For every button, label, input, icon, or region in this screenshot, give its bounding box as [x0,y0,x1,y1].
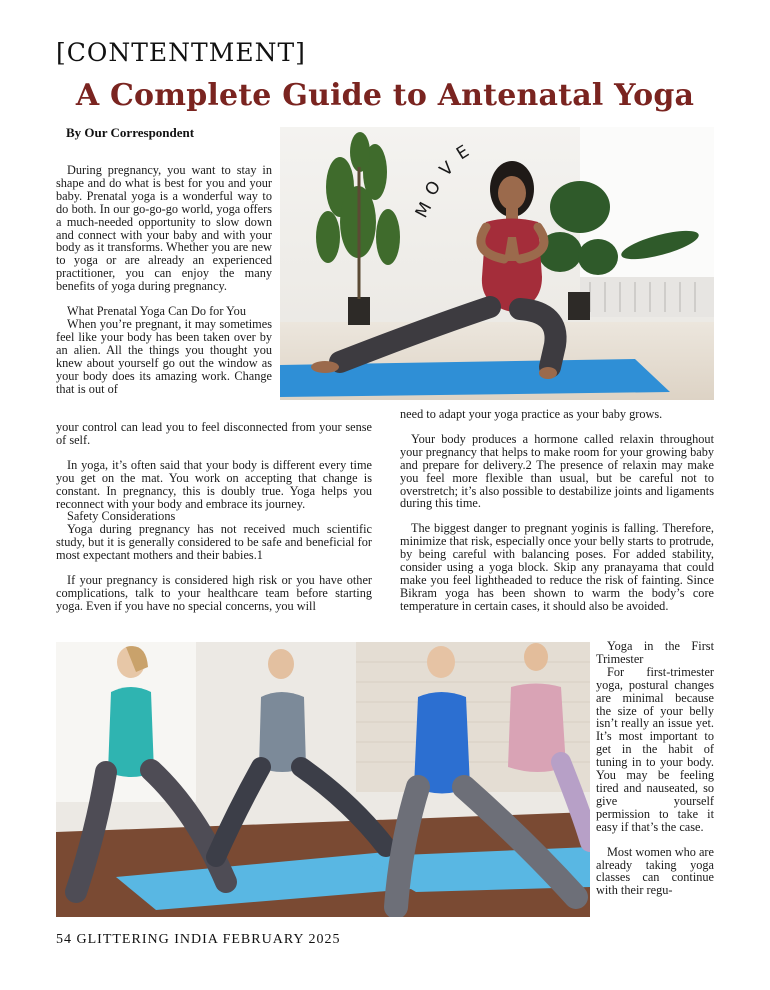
page-footer: 54 GLITTERING INDIA FEBRUARY 2025 [56,932,341,947]
paragraph: The biggest danger to pregnant yoginis is falling. Therefore, minimize that risk, especially once your belly starts to protrude, by being careful with balancing poses. For added stability, consider using a yoga block. Skip any pranayama that could make you feel lightheaded to reduce the risk of fainting. Since Bikram yoga has been shown to warm the body’s core temperature in certain cases, it should also be avoided. [400,521,714,613]
paragraph: Your body produces a hormone called relaxin throughout your pregnancy that helps to make room for your growing baby and prepare for delivery.2 The presence of relaxin may make you feel more flexible than usual, but be careful not to overstretch; it’s also possible to destabilize joints and ligaments during this time. [400,431,714,511]
overlay-letter-o: O [421,177,446,201]
paragraph: During pregnancy, you want to stay in shape and do what is best for you and your baby. Prenatal yoga is a wonderful way to do both. In our go-go-go world, yoga offers a much-needed opportunity to slow down and connect with your baby and with your body as it transforms. Whether you are new to yoga or are already an experienced practitioner, you can enjoy the many benefits of yoga during pregnancy. [56,163,272,294]
column-left-narrow [56,164,272,395]
photo-pregnant-woman-yoga [280,127,714,400]
byline: By Our Correspondent [66,125,195,140]
paragraph: For first-trimester yoga, postural changes are minimal because the size of your belly isn’t really an issue yet. It’s most important to get in the habit of tuning in to your body. You may be feeling tired and nauseated, so give yourself permission to take it easy if that’s the case. [596,664,714,834]
overlay-letter-v: V [435,158,458,181]
paragraph: Yoga during pregnancy has not received much scientific study, but it is generally considered to be safe and beneficial for most expectant mothers and their babies.1 [56,522,372,563]
subheading: What Prenatal Yoga Can Do for You [67,304,246,319]
paragraph: your control can lead you to feel disconnected from your sense of self. [56,420,372,447]
paragraph: need to adapt your yoga practice as your baby grows. [400,407,663,421]
column-right [400,408,714,613]
article-headline: A Complete Guide to Antenatal Yoga [75,78,695,113]
overlay-letter-e: E [453,141,473,165]
paragraph: In yoga, it’s often said that your body is different every time you get on the mat. You work on accepting that change is constant. In pregnancy, this is doubly true. Yoga helps you reconnect with your body and embrace its journey. [56,457,372,511]
section-tag: [CONTENTMENT] [56,38,306,67]
subheading: Safety Considerations [67,509,176,524]
photo-group-prenatal-yoga [56,642,590,917]
paragraph: When you’re pregnant, it may sometimes feel like your body has been taken over by an alien. All the things you thought you knew about yourself go out the window as your body does its amazing work. Change that is out of [56,316,272,396]
subheading: Yoga in the First Trimester [596,639,714,666]
paragraph: If your pregnancy is considered high risk or you have other complications, talk to your healthcare team before starting yoga. Even if you have no special concerns, you will [56,573,372,613]
paragraph: Most women who are already taking yoga classes can continue with their regu- [596,844,714,898]
column-side [596,640,714,897]
overlay-letter-m: M [411,199,437,222]
column-left-wide [56,421,372,613]
